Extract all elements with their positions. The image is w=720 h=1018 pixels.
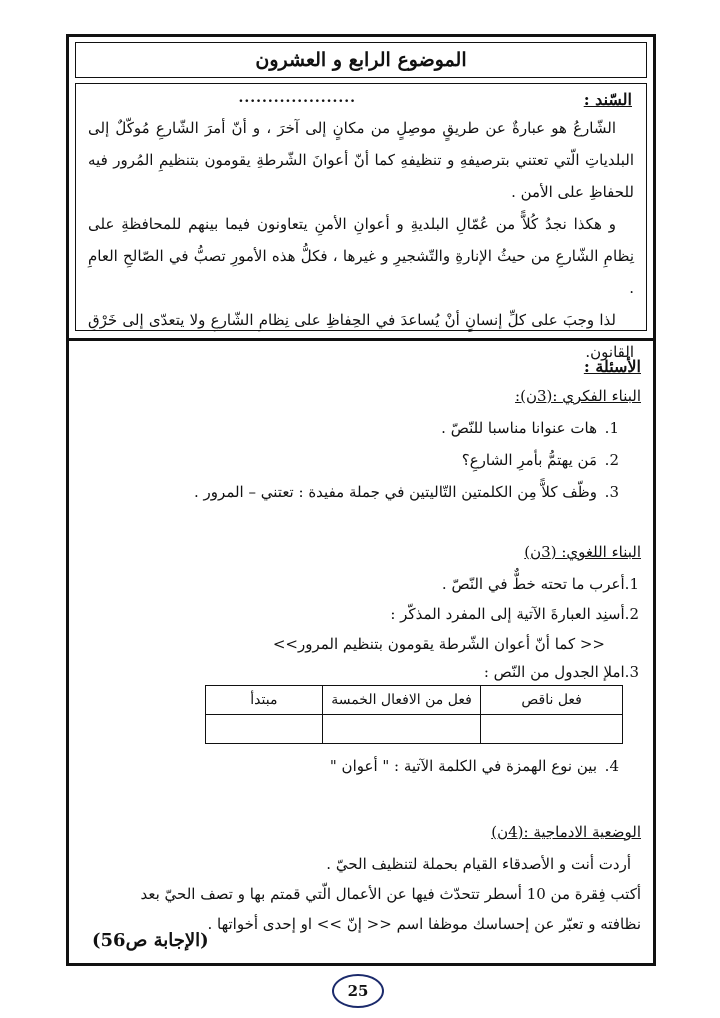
table-cell [206,715,323,744]
section-title-intellectual: البناء الفكري :(3ن): [515,387,641,405]
page-number: 25 [332,974,384,1008]
table-header: فعل ناقص [481,686,623,715]
sanad-heading: السّند : [583,90,632,109]
answer-reference: (الإجابة ص56) [92,930,209,951]
fill-table [205,685,623,744]
section-title-integration: الوضعية الادماجية :(4ن) [491,823,641,841]
question-item: 2.مَن يهتمُّ بأمرِ الشارعِ؟ [461,451,619,469]
question-item: 2.أسنِد العبارةَ الآتية إلى المفرد المذكّر : [390,605,639,623]
section-title-linguistic: البناء اللغوي: (3ن) [524,543,641,561]
topic-title: الموضوع الرابع و العشرون [75,42,647,78]
table-cell [481,715,623,744]
sanad-paragraph: الشّارعُ هو عبارةٌ عن طريقٍ موصِلٍ من مكانٍ إلى آخرَ ، و أنّ أمرَ الشّارعِ مُوكّلٌ إلى البلدياتِ الّتي تعتني بترصيفهِ و تنظيفهِ كما أنّ أعوانَ الشّرطةِ يقومون بتنظيمِ المُرور فيه للحفاظِ على الأمن . [88,119,634,201]
sanad-box [75,83,647,361]
question-item: 4.بين نوع الهمزة في الكلمة الآتية : " أعوان " [329,757,619,775]
integration-line: أكتب فِقرة من 10 أسطر تتحدّث فيها عن الأعمال الّتي قمتم بها و تصف الحيّ بعد [140,885,641,903]
sanad-text [88,112,634,368]
integration-line: أردت أنت و الأصدقاء القيام بحملة لتنظيف الحيّ . [326,855,631,873]
question-item: 1.هات عنوانا مناسبا للنّصّ . [441,419,619,437]
table-cell [322,715,480,744]
question-item: 3.وظّف كلاًّ مِن الكلمتين التّاليتين في جملة مفيدة : تعتني – المرور . [194,483,619,501]
sanad-paragraph: و هكذا نجدُ كُلاًّ من عُمّالِ البلديةِ و أعوانِ الأمنِ يتعاونون فيما بينهم للمحافظةِ على نِظامِ الشّارعِ من حيثُ الإنارةِ والتّشجيرِ و غيرها ، فكلُّ هذه الأمورِ تصبُّ في الصّالحِ العامِ . [88,215,634,297]
quoted-sentence: << كما أنّ أعوان الشّرطة يقومون بتنظيم المرور>> [272,635,605,653]
page-frame [66,34,656,966]
title-blank-dots: .................... [238,90,356,106]
section-divider [69,338,653,341]
questions-area [81,347,641,963]
sanad-paragraph: لذا وجبَ على كلِّ إنسانٍ أنْ يُساعدَ في الحِفاظِ على نِظامِ الشّارعِ ولا يتعدّى إلى خَرْقِ القانون. [88,311,634,361]
questions-heading: الأسئلة : [583,357,641,376]
table-header: مبتدأ [206,686,323,715]
table-header: فعل من الافعال الخمسة [322,686,480,715]
integration-line: نظافته و تعبّر عن إحساسك موظفا اسم << إنّ >> او إحدى أخواتها . [207,915,641,933]
question-item: 1.أعرب ما تحته خطٌّ في النّصّ . [441,575,639,593]
question-item: 3.املإ الجدول من النّص : [483,663,639,681]
